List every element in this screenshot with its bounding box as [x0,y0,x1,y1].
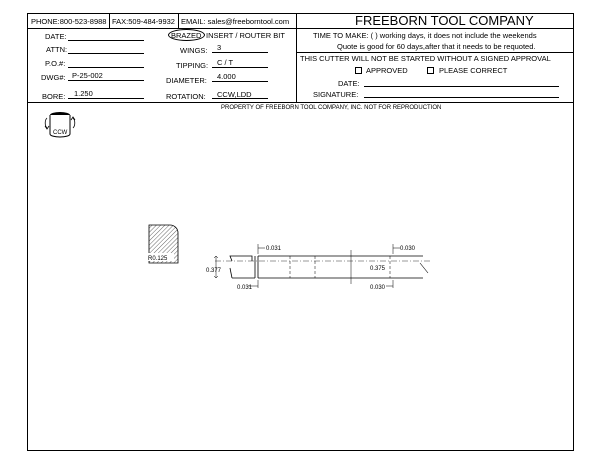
dim-bottom-right: 0.030 [370,285,386,291]
wings-label: WINGS: [180,46,208,55]
approved-label: APPROVED [366,66,408,75]
header-divider [109,13,110,28]
signature-line[interactable] [364,97,559,98]
rotation-field-line[interactable] [212,98,268,99]
bore-label: BORE: [42,92,66,101]
approval-notice: THIS CUTTER WILL NOT BE STARTED WITHOUT A SIGNED APPROVAL [300,54,551,63]
diameter-label: DIAMETER: [166,76,207,85]
signature-label: SIGNATURE: [313,90,359,99]
phone-number: PHONE:800-523-8988 [31,17,107,26]
wings-value: 3 [217,43,222,52]
po-label: P.O.#: [45,59,66,68]
po-field-line[interactable] [68,67,144,68]
rotation-ccw-label: CCW [53,130,68,136]
please-correct-label: PLEASE CORRECT [439,66,508,75]
approved-checkbox[interactable] [355,67,362,74]
dim-center: 0.375 [370,266,386,272]
wings-field-line[interactable] [212,52,268,53]
radius-label: R0.125 [148,256,168,262]
header-bottom-line [27,28,574,29]
tipping-label: TIPPING: [176,61,209,70]
attn-field-line[interactable] [68,53,144,54]
please-correct-checkbox[interactable] [427,67,434,74]
info-bottom-line [27,102,574,103]
dim-height: 0.377 [206,268,222,274]
fax-number: FAX:509-484-9932 [112,17,175,26]
approval-date-line[interactable] [364,86,559,87]
bore-field-line[interactable] [68,98,144,99]
attn-label: ATTN: [46,45,68,54]
left-right-divider [296,13,297,102]
dwg-field-line[interactable] [68,80,144,81]
date-field-line[interactable] [68,40,144,41]
email-address[interactable]: EMAIL: sales@freeborntool.com [181,17,290,26]
profile-drawing [140,220,440,300]
diameter-value: 4.000 [217,72,236,81]
quote-valid-text: Quote is good for 60 days,after that it needs to be requoted. [337,42,536,51]
company-name: FREEBORN TOOL COMPANY [355,13,534,28]
tipping-field-line[interactable] [212,67,268,68]
dwg-label: DWG#: [41,73,66,82]
dim-bottom-left: 0.031 [237,285,253,291]
dwg-value: P-25-002 [72,71,103,80]
time-to-make-text: TIME TO MAKE: ( ) working days, it does not include the weekends [313,31,537,40]
rotation-label: ROTATION: [166,92,206,101]
tipping-value: C / T [217,58,234,67]
diameter-field-line[interactable] [212,81,268,82]
dim-top-right: 0.030 [400,246,416,252]
insert-router-option: INSERT / ROUTER BIT [206,31,285,40]
rotation-ccw-icon [32,108,102,148]
approval-date-label: DATE: [338,79,360,88]
shank-profile [230,256,252,261]
header-divider [178,13,179,28]
bore-value: 1.250 [74,89,93,98]
property-notice: PROPERTY OF FREEBORN TOOL COMPANY, INC. NOT FOR REPRODUCTION [221,105,442,111]
date-label: DATE: [45,32,67,41]
rotation-value: CCW,LDD [217,90,252,99]
terms-divider [296,52,574,53]
brazed-option: BRAZED [171,31,202,40]
dim-top-left: 0.031 [266,246,282,252]
